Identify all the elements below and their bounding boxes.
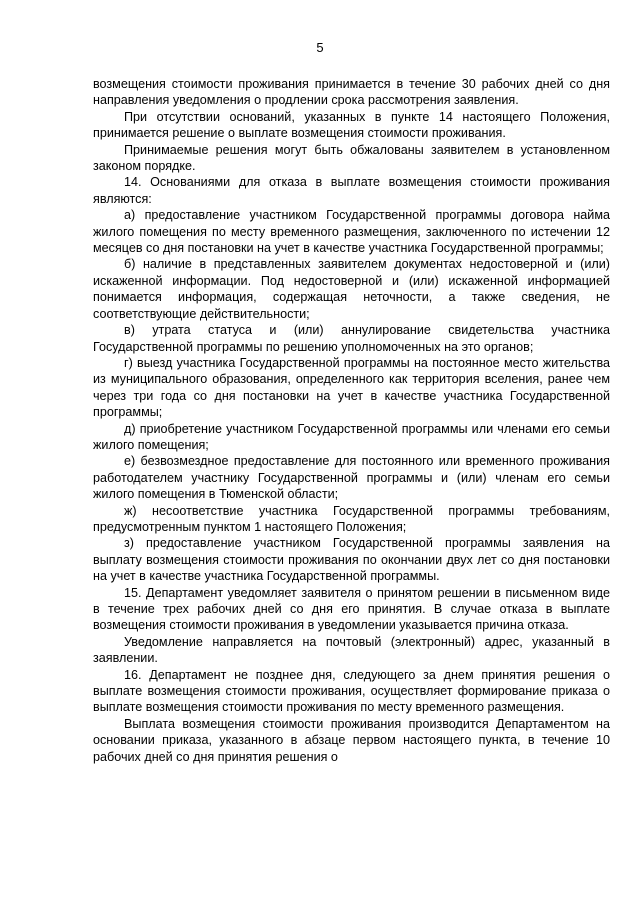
clause-15: 15. Департамент уведомляет заявителя о принятом решении в письменном виде в течение трех рабочих дней со дня его принятия. В случае отказа в выплате возмещения стоимости проживания в уведомлении указывается причина отказа. bbox=[93, 585, 610, 633]
clause-14-z: з) предоставление участником Государственной программы заявления на выплату возмещения стоимости проживания по окончании двух лет со дня постановки на учет в качестве участника Государственной программы. bbox=[93, 536, 610, 584]
clause-14-a: а) предоставление участником Государственной программы договора найма жилого помещения по месту временного размещения, заключенного по истечении 12 месяцев со дня постановки на учет в качестве участника Государственной программы; bbox=[93, 208, 610, 256]
clause-14: 14. Основаниями для отказа в выплате возмещения стоимости проживания являются: bbox=[93, 175, 610, 206]
document-body bbox=[93, 76, 610, 765]
clause-14-d: д) приобретение участником Государственной программы или членами его семьи жилого помещения; bbox=[93, 421, 610, 452]
paragraph-appeal: Принимаемые решения могут быть обжалованы заявителем в установленном законом порядке. bbox=[93, 142, 610, 174]
paragraph-payment: Выплата возмещения стоимости проживания производится Департаментом на основании приказа, указанного в абзаце первом настоящего пункта, в течение 10 рабочих дней со дня принятия решения о bbox=[93, 716, 610, 764]
paragraph-no-grounds: При отсутствии оснований, указанных в пункте 14 настоящего Положения, принимается решение о выплате возмещения стоимости проживания. bbox=[93, 109, 610, 141]
paragraph-continuation: возмещения стоимости проживания принимается в течение 30 рабочих дней со дня направления уведомления о продлении срока рассмотрения заявления. bbox=[93, 77, 610, 108]
clause-14-v: в) утрата статуса и (или) аннулирование свидетельства участника Государственной программы по решению уполномоченных на это органов; bbox=[93, 323, 610, 354]
clause-14-g: г) выезд участника Государственной программы на постоянное место жительства из муниципального образования, определенного как территория вселения, ранее чем через три года со дня постановки на учет в качестве участника Государственной программы; bbox=[93, 355, 610, 420]
clause-14-zh: ж) несоответствие участника Государственной программы требованиям, предусмотренным пунктом 1 настоящего Положения; bbox=[93, 503, 610, 534]
page-number: 5 bbox=[316, 40, 324, 55]
paragraph-notice-address: Уведомление направляется на почтовый (электронный) адрес, указанный в заявлении. bbox=[93, 634, 610, 666]
clause-14-e: е) безвозмездное предоставление для постоянного или временного проживания работодателем участнику Государственной программы и (или) членам его семьи жилого помещения в Тюменской области; bbox=[93, 454, 610, 502]
clause-14-b: б) наличие в представленных заявителем документах недостоверной и (или) искаженной информации. Под недостоверной и (или) искаженной информацией понимается информация, содержащая неточности, а также сведения, не соответствующие действительности; bbox=[93, 257, 610, 321]
clause-16: 16. Департамент не позднее дня, следующего за днем принятия решения о выплате возмещения стоимости проживания, осуществляет формирование приказа о выплате возмещения стоимости проживания по месту временного размещения. bbox=[93, 667, 610, 715]
